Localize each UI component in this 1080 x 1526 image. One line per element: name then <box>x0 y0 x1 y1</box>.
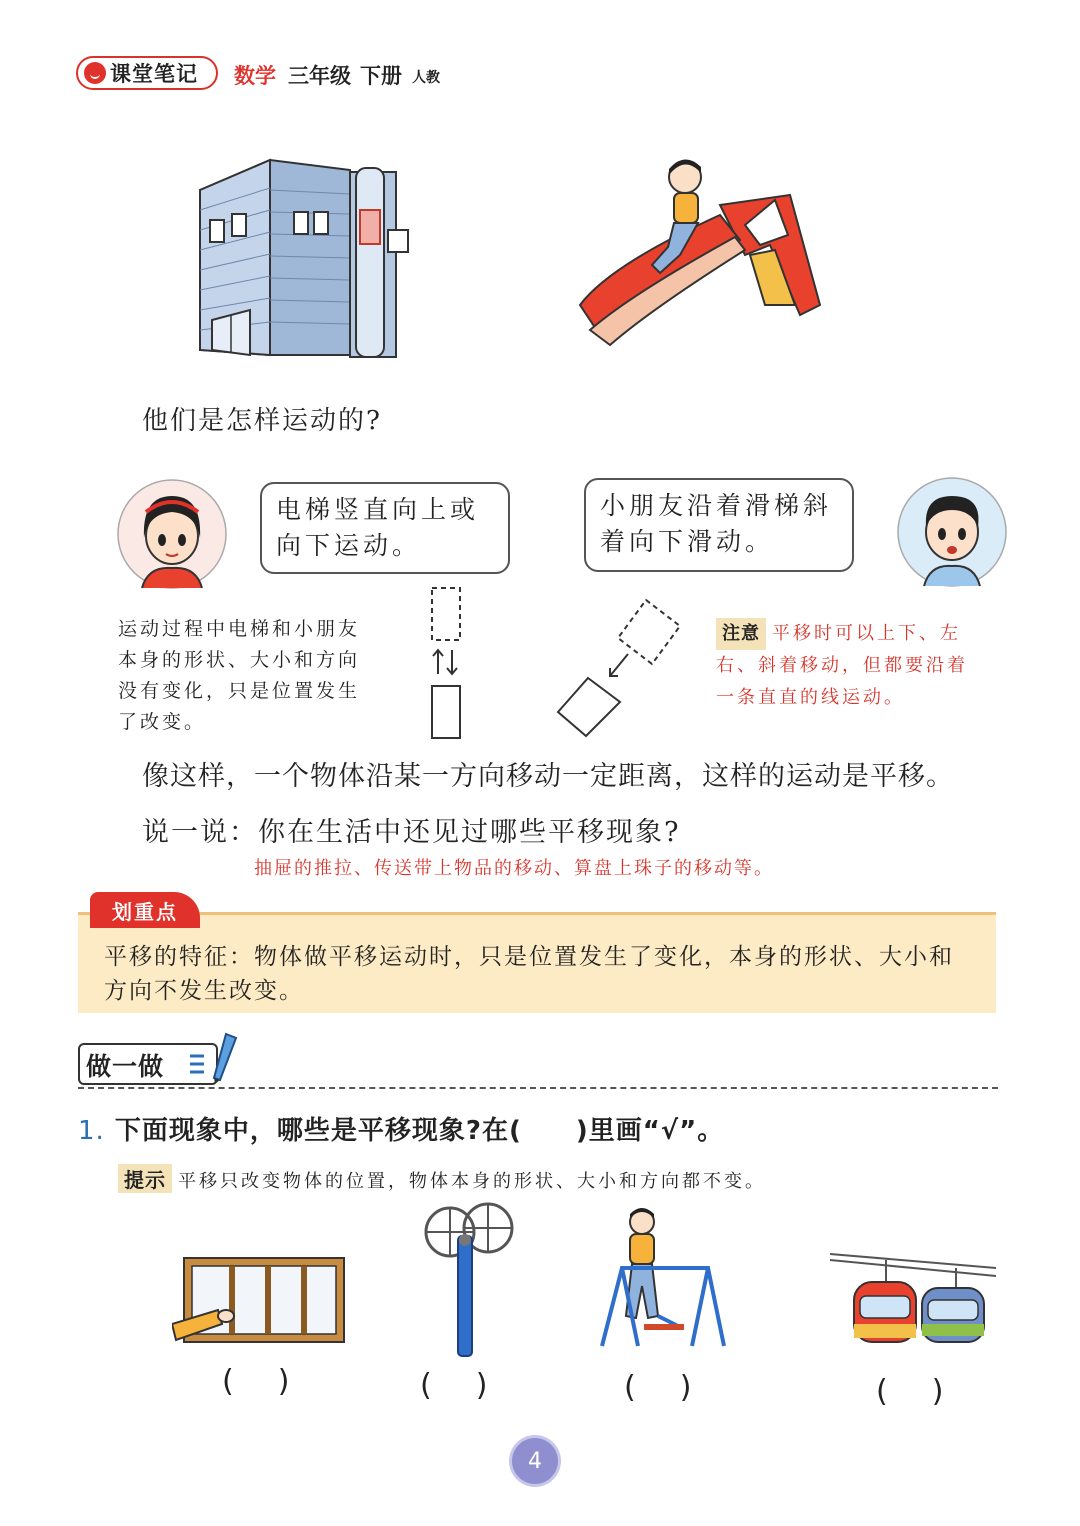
page-number: 4 <box>512 1438 558 1484</box>
header-volume: 下册 <box>360 64 402 88</box>
key-point-tab: 划重点 <box>90 892 200 928</box>
shape-unchanged-note <box>118 614 393 738</box>
key-point-line-1: 平移的特征：物体做平移运动时，只是位置发生了变化，本身的形状、大小和 <box>104 944 954 970</box>
girl-bubble-line-2: 向下运动。 <box>276 531 422 560</box>
hint-keyword: 提示 <box>118 1164 172 1193</box>
say-answer: 抽屉的推拉、传送带上物品的移动、算盘上珠子的移动等。 <box>254 858 774 879</box>
exercise-hint <box>118 1164 766 1193</box>
header-grade: 三年级 <box>288 64 351 88</box>
cable-car-picture <box>830 1246 996 1358</box>
slide-illustration <box>570 155 830 350</box>
translation-definition: 像这样，一个物体沿某一方向移动一定距离，这样的运动是平移。 <box>142 761 954 792</box>
vertical-translation-diagram <box>420 584 470 744</box>
solid-rect-bottom <box>432 686 460 738</box>
attention-keyword: 注意 <box>716 618 766 650</box>
answer-bracket-4[interactable]: () <box>876 1374 988 1409</box>
brand-title: 课堂笔记 <box>110 62 198 86</box>
solid-rect-lower <box>558 678 620 736</box>
diagonal-arrow <box>610 654 628 676</box>
girl-avatar <box>116 478 228 590</box>
left-note-line-1: 运动过程中电梯和小朋友 <box>118 618 361 640</box>
hint-text: 平移只改变物体的位置，物体本身的形状、大小和方向都不变。 <box>178 1171 766 1192</box>
answer-bracket-1[interactable]: () <box>222 1364 334 1399</box>
walking-machine-picture <box>598 1206 728 1356</box>
section-divider <box>78 1087 998 1089</box>
header-edition: 人教 <box>412 70 440 86</box>
brand-logo <box>76 56 218 90</box>
exercise-1-question <box>78 1110 724 1147</box>
say-prompt: 说一说：你在生活中还见过哪些平移现象? <box>142 817 681 848</box>
answer-bracket-3[interactable]: () <box>624 1370 736 1405</box>
girl-bubble-line-1: 电梯竖直向上或 <box>276 495 480 524</box>
header-subject: 数学 <box>234 64 276 88</box>
attention-line-1: 平移时可以上下、左 <box>772 623 961 644</box>
attention-line-3: 一条直直的线运动。 <box>716 687 905 708</box>
smile-icon <box>84 62 106 84</box>
sliding-window-picture <box>172 1250 348 1350</box>
boy-bubble-line-1: 小朋友沿着滑梯斜 <box>600 491 833 520</box>
boy-bubble-line-2: 着向下滑动。 <box>600 527 775 556</box>
question-how-move: 他们是怎样运动的? <box>142 406 382 436</box>
left-note-line-4: 了改变。 <box>118 711 207 733</box>
answer-bracket-2[interactable]: () <box>420 1368 532 1403</box>
attention-line-2: 右、斜着移动，但都要沿着 <box>716 655 968 676</box>
key-point-line-2: 方向不发生改变。 <box>104 978 304 1004</box>
left-note-line-3: 没有变化，只是位置发生 <box>118 680 361 702</box>
boy-avatar <box>896 476 1008 588</box>
girl-speech-bubble <box>260 482 510 574</box>
attention-note <box>716 618 1006 714</box>
left-note-line-2: 本身的形状、大小和方向 <box>118 649 361 671</box>
exercise-1-number: 1. <box>78 1116 105 1146</box>
up-down-arrows <box>433 650 457 674</box>
exercise-1-text: 下面现象中，哪些是平移现象?在( )里画“√”。 <box>114 1116 725 1146</box>
rotating-wheel-machine-picture <box>420 1198 520 1362</box>
boy-speech-bubble <box>584 478 854 572</box>
dashed-rect-top <box>432 588 460 640</box>
key-point-text <box>104 940 994 1008</box>
building-elevator-illustration <box>190 150 430 365</box>
pen-icon <box>186 1030 242 1084</box>
do-it-title: 做一做 <box>86 1052 165 1081</box>
diagonal-translation-diagram <box>550 596 690 742</box>
